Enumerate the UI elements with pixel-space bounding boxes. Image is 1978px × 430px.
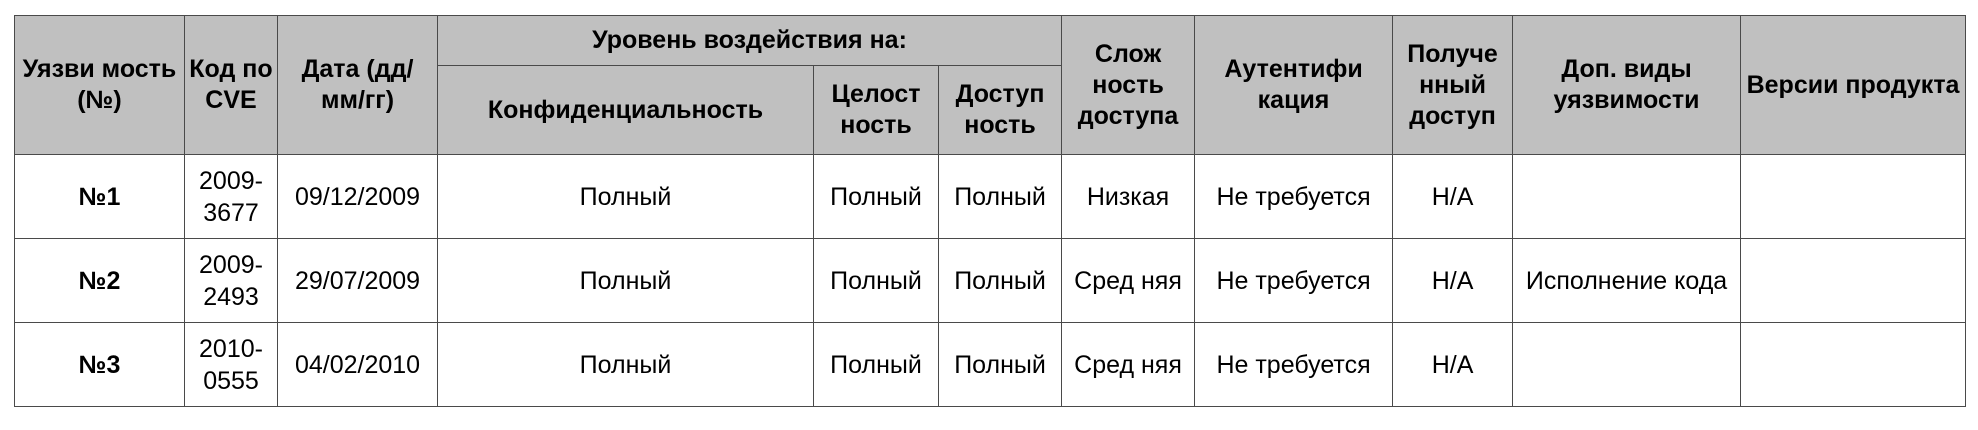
cell-product-versions <box>1741 155 1966 239</box>
cell-product-versions <box>1741 239 1966 323</box>
cell-confidentiality: Полный <box>438 239 814 323</box>
header-additional-types: Доп. виды уязвимости <box>1513 16 1741 155</box>
cell-availability: Полный <box>939 239 1062 323</box>
cell-confidentiality: Полный <box>438 323 814 407</box>
header-product-versions: Версии продукта <box>1741 16 1966 155</box>
table-body <box>15 155 1966 407</box>
cell-gained-access: Н/А <box>1393 155 1513 239</box>
cell-cve-code: 2009-2493 <box>185 239 278 323</box>
header-cve-code: Код по CVE <box>185 16 278 155</box>
cell-access-complexity: Сред няя <box>1062 239 1195 323</box>
header-date: Дата (дд/ мм/гг) <box>278 16 438 155</box>
cell-availability: Полный <box>939 323 1062 407</box>
cell-integrity: Полный <box>814 239 939 323</box>
vulnerability-table <box>14 15 1966 407</box>
cell-authentication: Не требуется <box>1195 155 1393 239</box>
cell-vulnerability: №2 <box>15 239 185 323</box>
header-gained-access: Получе нный доступ <box>1393 16 1513 155</box>
cell-integrity: Полный <box>814 323 939 407</box>
cell-authentication: Не требуется <box>1195 323 1393 407</box>
cell-vulnerability: №1 <box>15 155 185 239</box>
header-authentication: Аутентифи кация <box>1195 16 1393 155</box>
header-impact-group: Уровень воздействия на: <box>438 16 1062 66</box>
cell-access-complexity: Сред няя <box>1062 323 1195 407</box>
header-row <box>15 16 1966 66</box>
cell-confidentiality: Полный <box>438 155 814 239</box>
cell-availability: Полный <box>939 155 1062 239</box>
header-integrity: Целост ность <box>814 66 939 155</box>
cell-additional-types: Исполнение кода <box>1513 239 1741 323</box>
table-row <box>15 239 1966 323</box>
cell-date: 04/02/2010 <box>278 323 438 407</box>
table-row <box>15 155 1966 239</box>
cell-date: 29/07/2009 <box>278 239 438 323</box>
header-confidentiality: Конфиденциальность <box>438 66 814 155</box>
cell-integrity: Полный <box>814 155 939 239</box>
cell-product-versions <box>1741 323 1966 407</box>
cell-cve-code: 2010-0555 <box>185 323 278 407</box>
cell-date: 09/12/2009 <box>278 155 438 239</box>
cell-vulnerability: №3 <box>15 323 185 407</box>
cell-authentication: Не требуется <box>1195 239 1393 323</box>
cell-access-complexity: Низкая <box>1062 155 1195 239</box>
header-access-complexity: Слож ность доступа <box>1062 16 1195 155</box>
cell-additional-types <box>1513 323 1741 407</box>
cell-gained-access: Н/А <box>1393 323 1513 407</box>
cell-additional-types <box>1513 155 1741 239</box>
cell-gained-access: Н/А <box>1393 239 1513 323</box>
table-header <box>15 16 1966 155</box>
table-row <box>15 323 1966 407</box>
header-vulnerability: Уязви мость (№) <box>15 16 185 155</box>
header-availability: Доступ ность <box>939 66 1062 155</box>
cell-cve-code: 2009-3677 <box>185 155 278 239</box>
